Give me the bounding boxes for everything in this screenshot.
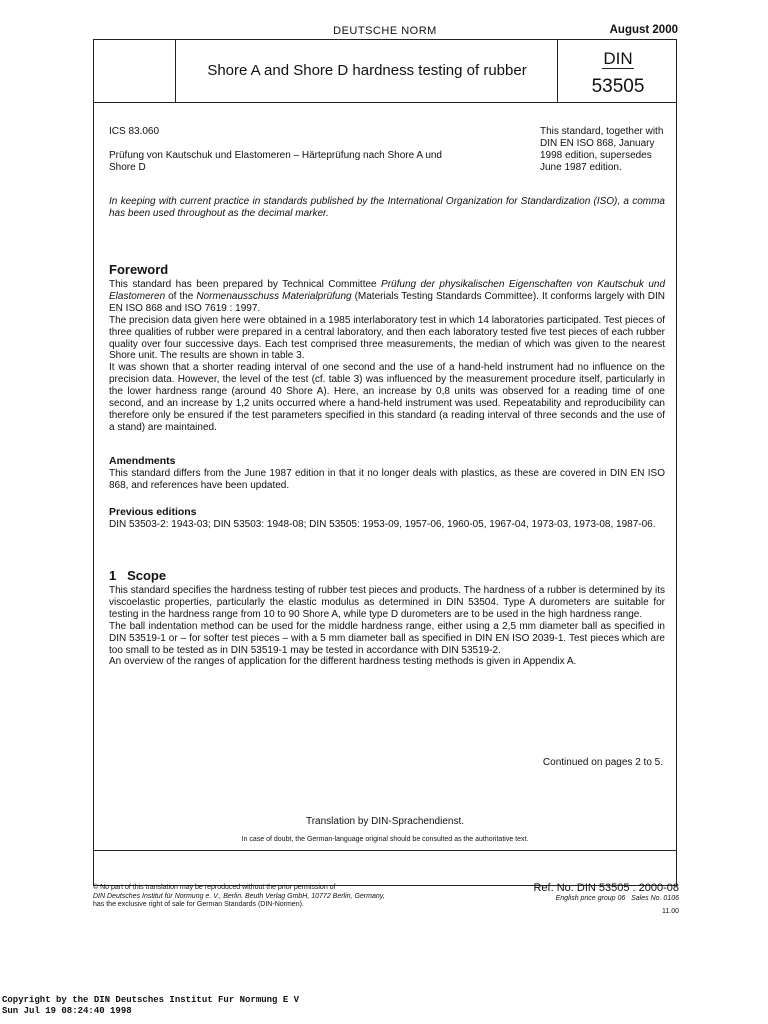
scope-paragraph-2: The ball indentation method can be used for the middle hardness range, either using a 2,5 mm diameter ball as specified in DIN 53519-1 or – for softer test pieces – with a 5 mm diameter ball as specified in DIN EN ISO 2039-1. Test pieces which are too small to be tested as in DIN 53519-1 may be tested in accordance with DIN 53519-2. — [109, 620, 665, 656]
german-title: Prüfung von Kautschuk und Elastomeren – Härteprüfung nach Shore A und Shore D — [109, 150, 442, 173]
reference-block — [480, 882, 679, 916]
din-number: 53505 — [591, 76, 645, 97]
scope-section — [109, 568, 665, 668]
din-word: DIN — [603, 49, 633, 68]
foreword-heading: Foreword — [109, 262, 169, 277]
copyright-stamp: Copyright by the DIN Deutsches Institut Fur Normung E V Sun Jul 19 08:24:40 1998 — [2, 995, 300, 1016]
bottom-divider — [93, 850, 677, 851]
foreword-section — [109, 262, 665, 434]
amendments-section — [109, 455, 665, 492]
continued-note: Continued on pages 2 to 5. — [542, 757, 663, 768]
previous-editions-section — [109, 506, 665, 531]
legal-notice: © No part of this translation may be reproduced without the prior permission of DIN Deutsches Institut für Normung e. V., Berlin. Beuth Verlag GmbH, 10772 Berlin, Germany, has the exclusive right of sale for German Standards (DIN-Normen). — [93, 884, 385, 908]
supersedes-note: This standard, together with DIN EN ISO 868, January 1998 edition, supersedes June 1987 edition. — [540, 126, 664, 173]
decimal-note: In keeping with current practice in standards published by the International Organization for Standardization (ISO), a comma has been used throughout as the decimal marker. — [109, 196, 665, 219]
scope-heading: 1 Scope — [109, 568, 167, 583]
foreword-paragraph-2: The precision data given here were obtained in a 1985 interlaboratory test in which 14 laboratories participated. Test pieces of three qualities of rubber were prepared in a central laboratory, and then each laboratory tested five test pieces of each rubber quality over four successive days. Each test comprised three measurements, the median of which was given to the nearest Shore unit. The results are shown in table 3. — [109, 314, 665, 362]
foreword-paragraph-3: It was shown that a shorter reading interval of one second and the use of a hand-held instrument had no influence on the precision data. However, the level of the test (cf. table 3) was influenced by the measurement procedure itself, particularly in the lower hardness range (around 40 Shore A). Here, an increase by 0,8 units was observed for a reading time of one second, and an increase by 1,2 units occurred where a hand-held instrument was used. Repeatability and reproducibility can therefore only be ensured if the test parameters specified in this standard (a reading interval of three seconds and the use of a stand) are maintained. — [109, 362, 665, 433]
norm-label: DEUTSCHE NORM — [333, 25, 437, 37]
issue-date: August 2000 — [609, 24, 678, 36]
ics-code: ICS 83.060 — [109, 126, 160, 137]
scope-paragraph-3: An overview of the ranges of application for the different hardness testing methods is given in Appendix A. — [109, 656, 577, 668]
translation-credit: Translation by DIN-Sprachendienst. — [305, 816, 465, 827]
din-logo — [559, 50, 677, 67]
foreword-paragraph-1: This standard has been prepared by Technical Committee Prüfung der physikalischen Eigenschaften von Kautschuk und Elastomeren of the Normenausschuss Materialprüfung (Materials Testing Standards Committee). It conforms largely with DIN EN ISO 868 and ISO 7619 : 1997. — [109, 279, 666, 314]
amendments-heading: Amendments — [109, 455, 176, 467]
previous-editions-heading: Previous editions — [109, 506, 197, 518]
document-title: Shore A and Shore D hardness testing of rubber — [207, 62, 527, 79]
amendments-text: This standard differs from the June 1987 edition in that it no longer deals with plastics, as these are covered in DIN EN ISO 868, and references have been updated. — [109, 468, 665, 491]
print-code: 11.00 — [662, 907, 679, 915]
price-info: English price group 06 Sales No. 0106 — [555, 895, 679, 902]
reference-number: Ref. No. DIN 53505 : 2000-08 — [533, 882, 679, 894]
previous-editions-text: DIN 53503-2: 1943-03; DIN 53503: 1948-08; DIN 53505: 1953-09, 1957-06, 1960-05, 1967-04, 1973-03, 1973-08, 1987-06. — [109, 519, 656, 530]
translation-disclaimer: In case of doubt, the German-language original should be consulted as the authoritative text. — [241, 836, 529, 843]
scope-paragraph-1: This standard specifies the hardness testing of rubber test pieces and products. The hardness of a rubber is determined by its viscoelastic properties, particularly the elastic modulus as determined in DIN 53504. Type A durometers are suitable for testing in the hardness range from 10 to 90 Shore A, while type D durometers are to be used in the high hardness range. — [109, 585, 665, 620]
